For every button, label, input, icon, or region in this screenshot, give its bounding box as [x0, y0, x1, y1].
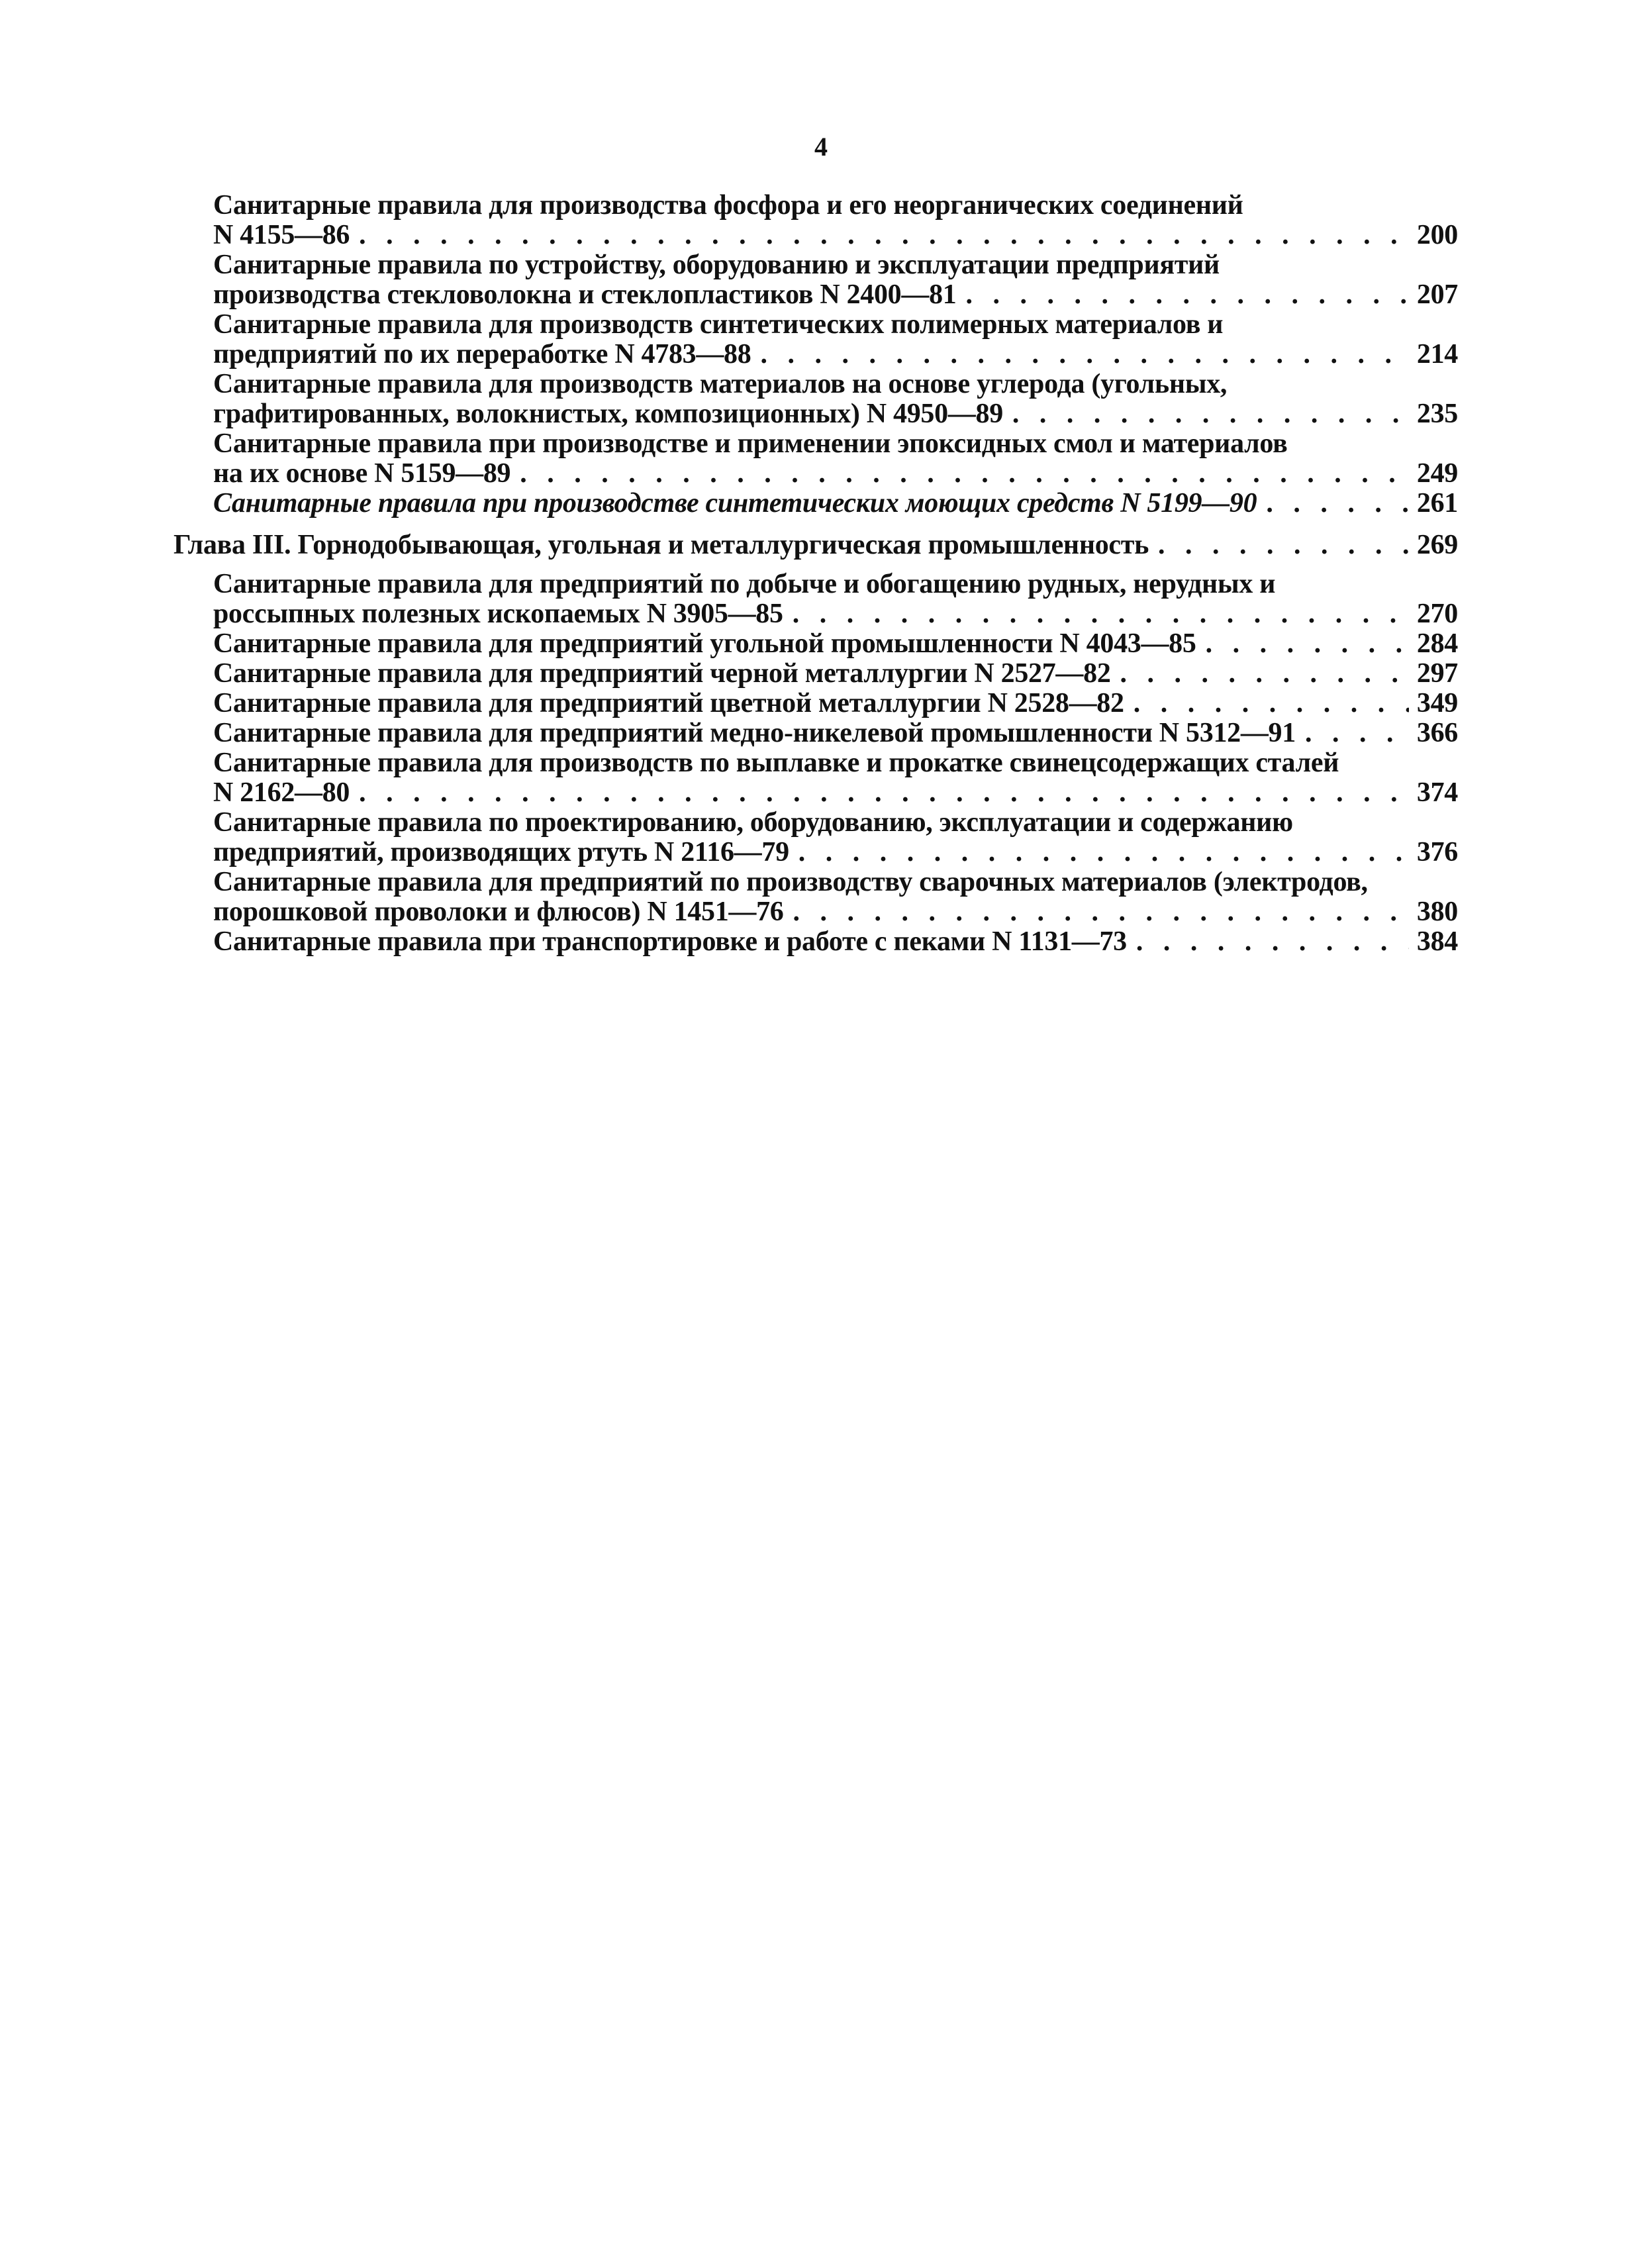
leader-dots — [520, 459, 1409, 489]
toc-entry — [173, 748, 1458, 808]
toc-page-number: 214 — [1416, 339, 1458, 370]
table-of-contents — [173, 191, 1458, 957]
toc-page-number: 261 — [1416, 488, 1458, 518]
toc-entry-line: Санитарные правила для производств синтетических полимерных материалов и — [213, 309, 1224, 340]
toc-page-number: 374 — [1416, 777, 1458, 808]
toc-entry-title-end: Санитарные правила для предприятий черной металлургии N 2527—82 — [213, 658, 1111, 689]
leader-dots — [965, 280, 1409, 310]
toc-entry — [173, 250, 1458, 310]
toc-page-number: 269 — [1416, 530, 1458, 560]
toc-entry-line: Санитарные правила для предприятий по производству сварочных материалов (электродов, — [213, 867, 1368, 897]
page-number: 4 — [814, 132, 828, 162]
toc-chapter-heading — [173, 530, 1458, 560]
toc-page-number: 207 — [1416, 279, 1458, 310]
toc-page-number: 235 — [1416, 399, 1458, 429]
toc-entry-title-end: порошковой проволоки и флюсов) N 1451—76 — [213, 897, 784, 927]
toc-entry-title-end: Санитарные правила для предприятий цветной металлургии N 2528—82 — [213, 688, 1124, 718]
leader-dots — [1206, 629, 1409, 659]
toc-entry — [173, 310, 1458, 370]
toc-entry — [173, 808, 1458, 867]
toc-entry-title-end: Санитарные правила при транспортировке и работе с пеками N 1131—73 — [213, 926, 1127, 957]
toc-page-number: 366 — [1416, 718, 1458, 748]
toc-entry-title-end: предприятий, производящих ртуть N 2116—79 — [213, 837, 789, 867]
toc-entry-title-end: Санитарные правила при производстве синтетических моющих средств N 5199—90 — [213, 488, 1257, 518]
leader-dots — [359, 221, 1409, 250]
leader-dots — [793, 897, 1410, 927]
toc-entry-line: Санитарные правила для производств по выплавке и прокатке свинецсодержащих сталей — [213, 748, 1339, 778]
toc-entry — [173, 629, 1458, 659]
leader-dots — [1134, 689, 1409, 718]
toc-entry — [173, 689, 1458, 718]
toc-entry-title-end: графитированных, волокнистых, композиционных) N 4950—89 — [213, 399, 1003, 429]
toc-entry — [173, 569, 1458, 629]
toc-entry-title-end: предприятий по их переработке N 4783—88 — [213, 339, 751, 370]
toc-page-number: 384 — [1416, 926, 1458, 957]
chapter-title: Глава III. Горнодобывающая, угольная и металлургическая промышленность — [173, 530, 1149, 560]
toc-entry — [173, 927, 1458, 957]
toc-entry — [173, 718, 1458, 748]
toc-entry — [173, 429, 1458, 489]
leader-dots — [1012, 399, 1409, 429]
toc-entry-title-end: Санитарные правила для предприятий угольной промышленности N 4043—85 — [213, 628, 1196, 659]
toc-entry-title-end: Санитарные правила для предприятий медно-никелевой промышленности N 5312—91 — [213, 718, 1296, 748]
toc-page-number: 297 — [1416, 658, 1458, 689]
toc-page-number: 200 — [1416, 220, 1458, 250]
toc-page-number: 376 — [1416, 837, 1458, 867]
toc-entry-line: Санитарные правила при производстве и применении эпоксидных смол и материалов — [213, 428, 1288, 459]
toc-page-number: 380 — [1416, 897, 1458, 927]
leader-dots — [1120, 659, 1409, 689]
toc-entry-line: Санитарные правила для производства фосфора и его неорганических соединений — [213, 190, 1243, 221]
toc-entry-title-end: N 4155—86 — [213, 220, 350, 250]
toc-entry — [173, 370, 1458, 429]
toc-entry — [173, 659, 1458, 689]
toc-entry — [173, 489, 1458, 518]
toc-entry-line: Санитарные правила по устройству, оборудованию и эксплуатации предприятий — [213, 250, 1220, 280]
toc-page-number: 249 — [1416, 458, 1458, 489]
toc-page-number: 284 — [1416, 628, 1458, 659]
toc-page-number: 349 — [1416, 688, 1458, 718]
toc-entry-title-end: N 2162—80 — [213, 777, 350, 808]
toc-entry-line: Санитарные правила для предприятий по добыче и обогащению рудных, нерудных и — [213, 569, 1276, 599]
leader-dots — [1266, 489, 1409, 518]
toc-entry-line: Санитарные правила для производств материалов на основе углерода (угольных, — [213, 369, 1228, 399]
toc-page-number: 270 — [1416, 599, 1458, 629]
toc-entry-title-end: производства стекловолокна и стеклопластиков N 2400—81 — [213, 279, 957, 310]
toc-entry-title-end: на их основе N 5159—89 — [213, 458, 511, 489]
leader-dots — [1305, 718, 1409, 748]
toc-entry-line: Санитарные правила по проектированию, оборудованию, эксплуатации и содержанию — [213, 807, 1293, 838]
leader-dots — [798, 838, 1409, 867]
toc-entry — [173, 191, 1458, 250]
leader-dots — [760, 340, 1409, 370]
toc-entry — [173, 867, 1458, 927]
leader-dots — [793, 599, 1409, 629]
leader-dots — [359, 778, 1409, 808]
leader-dots — [1158, 530, 1409, 560]
toc-entry-title-end: россыпных полезных ископаемых N 3905—85 — [213, 599, 783, 629]
leader-dots — [1136, 927, 1409, 957]
